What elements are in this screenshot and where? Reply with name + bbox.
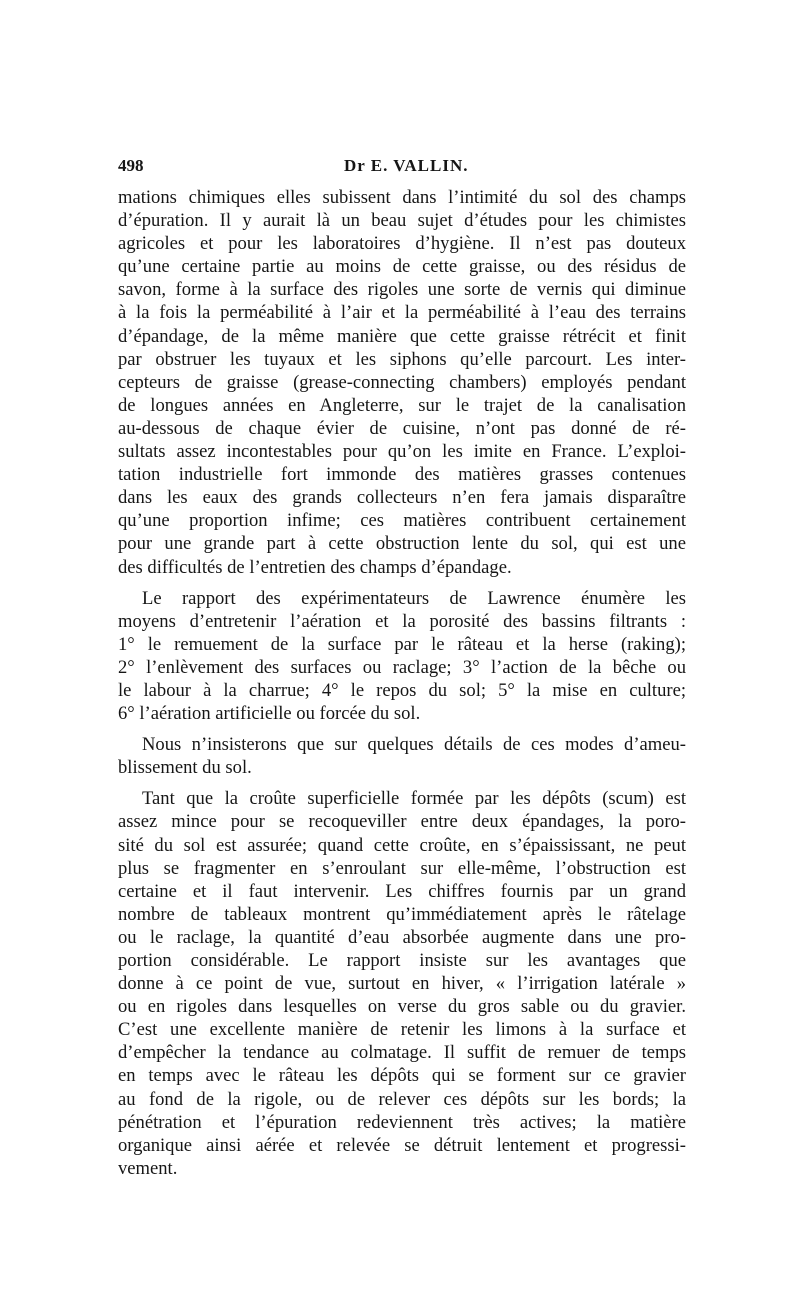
text-line: mations chimiques elles subissent dans l’intimité du sol des champs: [118, 187, 686, 208]
text-line: organique ainsi aérée et relevée se détruit lentement et progressi-: [118, 1134, 686, 1156]
text-line: pénétration et l’épuration redeviennent très actives; la matière: [118, 1111, 686, 1133]
text-line: nombre de tableaux montrent qu’immédiatement après le râtelage: [118, 903, 686, 925]
text-line: par obstruer les tuyaux et les siphons qu’elle parcourt. Les inter-: [118, 348, 686, 370]
text-line: plus se fragmenter en s’enroulant sur elle-même, l’obstruction est: [118, 857, 686, 879]
text-line: d’épuration. Il y aurait là un beau sujet d’études pour les chimistes: [118, 210, 686, 232]
text-line: d’épandage, de la même manière que cette graisse rétrécit et finit: [118, 325, 686, 347]
text-line: vement.: [118, 1157, 178, 1179]
text-line: assez mince pour se recoqueviller entre deux épandages, la poro-: [118, 811, 686, 833]
page-header: [118, 150, 686, 178]
paragraph: [118, 186, 686, 579]
text-line: qu’une certaine partie au moins de cette graisse, ou des résidus de: [118, 256, 686, 278]
text-line: au fond de la rigole, ou de relever ces dépôts sur les bords; la: [118, 1088, 686, 1110]
paragraph-gap: [118, 579, 686, 587]
book-page: [118, 150, 686, 1180]
text-line: pour une grande part à cette obstruction lente du sol, qui est une: [118, 533, 686, 555]
text-line: portion considérable. Le rapport insiste sur les avantages que: [118, 950, 686, 971]
text-line: Le rapport des expérimentateurs de Lawrence énumère les: [142, 587, 686, 609]
text-line: certaine et il faut intervenir. Les chiffres fournis par un grand: [118, 880, 686, 902]
text-line: de longues années en Angleterre, sur le trajet de la canalisation: [118, 394, 686, 416]
text-line: moyens d’entretenir l’aération et la porosité des bassins filtrants :: [118, 610, 686, 632]
text-line: donne à ce point de vue, surtout en hiver, « l’irrigation latérale »: [118, 973, 686, 995]
paragraph: [118, 587, 686, 726]
running-head: Dr E. VALLIN.: [344, 156, 469, 175]
paragraph-gap: [118, 779, 686, 787]
text-line: Nous n’insisterons que sur quelques détails de ces modes d’ameu-: [142, 734, 686, 756]
body-text: [118, 186, 686, 1180]
text-line: en temps avec le râteau les dépôts qui se forment sur ce gravier: [118, 1065, 686, 1087]
text-line: dans les eaux des grands collecteurs n’en fera jamais disparaître: [118, 487, 686, 509]
text-line: C’est une excellente manière de retenir les limons à la surface et: [118, 1019, 686, 1041]
text-line: ou en rigoles dans lesquelles on verse du gros sable ou du gravier.: [118, 996, 686, 1018]
text-line: au-dessous de chaque évier de cuisine, n’ont pas donné de ré-: [118, 417, 686, 439]
text-line: 6° l’aération artificielle ou forcée du sol.: [118, 703, 421, 725]
text-line: 1° le remuement de la surface par le râteau et la herse (raking);: [118, 633, 686, 655]
text-line: Tant que la croûte superficielle formée par les dépôts (scum) est: [142, 788, 686, 810]
text-line: qu’une proportion infime; ces matières contribuent certainement: [118, 510, 686, 532]
paragraph: [118, 733, 686, 779]
text-line: d’empêcher la tendance au colmatage. Il suffit de remuer de temps: [118, 1042, 686, 1064]
page-number: 498: [118, 156, 144, 175]
text-line: sultats assez incontestables pour qu’on les imite en France. L’exploi-: [118, 441, 686, 463]
text-line: cepteurs de graisse (grease-connecting chambers) employés pendant: [118, 371, 686, 393]
text-line: à la fois la perméabilité à l’air et la perméabilité à l’eau des terrains: [118, 302, 686, 324]
text-line: ou le raclage, la quantité d’eau absorbée augmente dans une pro-: [118, 926, 686, 948]
text-line: agricoles et pour les laboratoires d’hygiène. Il n’est pas douteux: [118, 233, 686, 255]
paragraph: [118, 787, 686, 1180]
text-line: sité du sol est assurée; quand cette croûte, en s’épaississant, ne peut: [118, 834, 686, 856]
text-line: savon, forme à la surface des rigoles une sorte de vernis qui diminue: [118, 279, 686, 301]
text-line: 2° l’enlèvement des surfaces ou raclage; 3° l’action de la bêche ou: [118, 656, 686, 678]
text-line: tation industrielle fort immonde des matières grasses contenues: [118, 464, 686, 486]
text-line: des difficultés de l’entretien des champs d’épandage.: [118, 556, 512, 578]
text-line: blissement du sol.: [118, 757, 252, 779]
paragraph-gap: [118, 725, 686, 733]
text-line: le labour à la charrue; 4° le repos du sol; 5° la mise en culture;: [118, 679, 686, 701]
